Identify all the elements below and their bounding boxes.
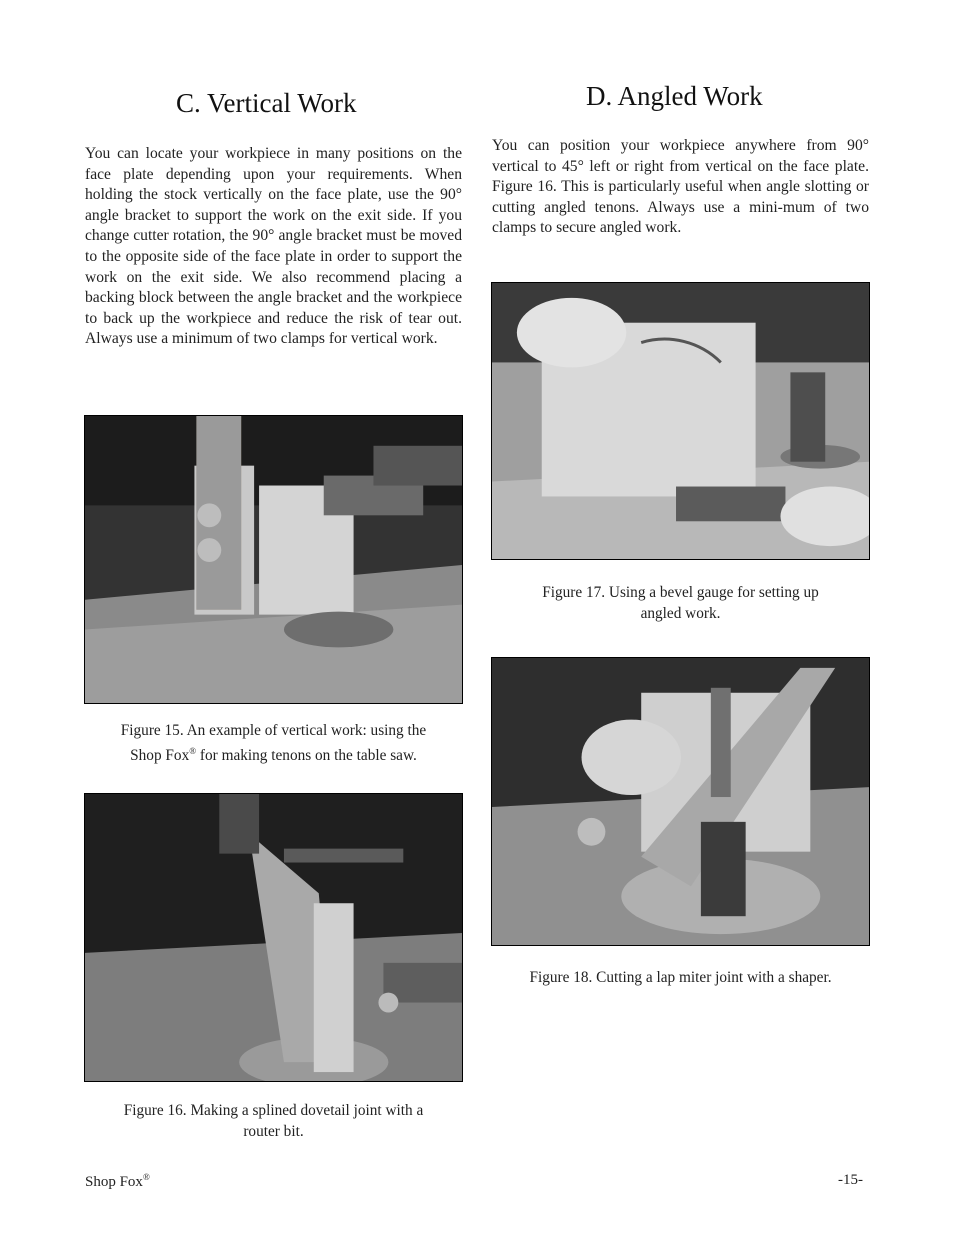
- figure-15-caption-line2b: for making tenons on the table saw.: [196, 747, 417, 765]
- figure-15-photo: [84, 415, 463, 704]
- figure-17-caption-line1: Figure 17. Using a bevel gauge for setting up: [542, 584, 819, 601]
- figure-17-caption-line2: angled work.: [640, 605, 721, 622]
- figure-16-caption: [84, 1100, 463, 1142]
- figure-17-caption: [491, 582, 870, 624]
- figure-16-photo: [84, 793, 463, 1082]
- page-number: -15-: [838, 1172, 863, 1188]
- section-c-heading: C. Vertical Work: [176, 88, 357, 118]
- footer-brand: [85, 1172, 150, 1191]
- registered-mark: ®: [189, 746, 197, 756]
- figure-16-caption-line1: Figure 16. Making a splined dovetail joint with a: [123, 1102, 424, 1119]
- figure-15-caption-line2a: Shop Fox: [130, 747, 190, 765]
- footer-brand-text: Shop Fox: [85, 1174, 143, 1190]
- figure-17-photo: [491, 282, 870, 560]
- figure-15-caption-line1: Figure 15. An example of vertical work: using the: [120, 722, 427, 739]
- section-d-heading: D. Angled Work: [586, 81, 763, 111]
- figure-15-caption: [84, 720, 463, 766]
- figure-18-photo: [491, 657, 870, 946]
- figure-18-caption: Figure 18. Cutting a lap miter joint with a shaper.: [529, 969, 832, 986]
- figure-16-caption-line2: router bit.: [243, 1123, 304, 1140]
- section-d-body: You can position your workpiece anywhere from 90° vertical to 45° left or right from vertical on the face plate. Figure 16. This is particularly useful when angle slotting or cutting angled tenons. Always use a mini-mum of two clamps to secure angled work.: [492, 137, 869, 237]
- section-c-body: You can locate your workpiece in many positions on the face plate depending upon your requirements. When holding the stock vertically on the face plate, use the 90° angle bracket to support the work on the exit side. If you change cutter rotation, the 90° angle bracket must be moved to the opposite side of the face plate in order to support the work on the exit side. We also recommend placing a backing block between the angle bracket and the workpiece to back up the workpiece and reduce the risk of tear out. Always use a minimum of two clamps for vertical work.: [85, 145, 462, 348]
- footer-registered-mark: ®: [142, 1172, 150, 1182]
